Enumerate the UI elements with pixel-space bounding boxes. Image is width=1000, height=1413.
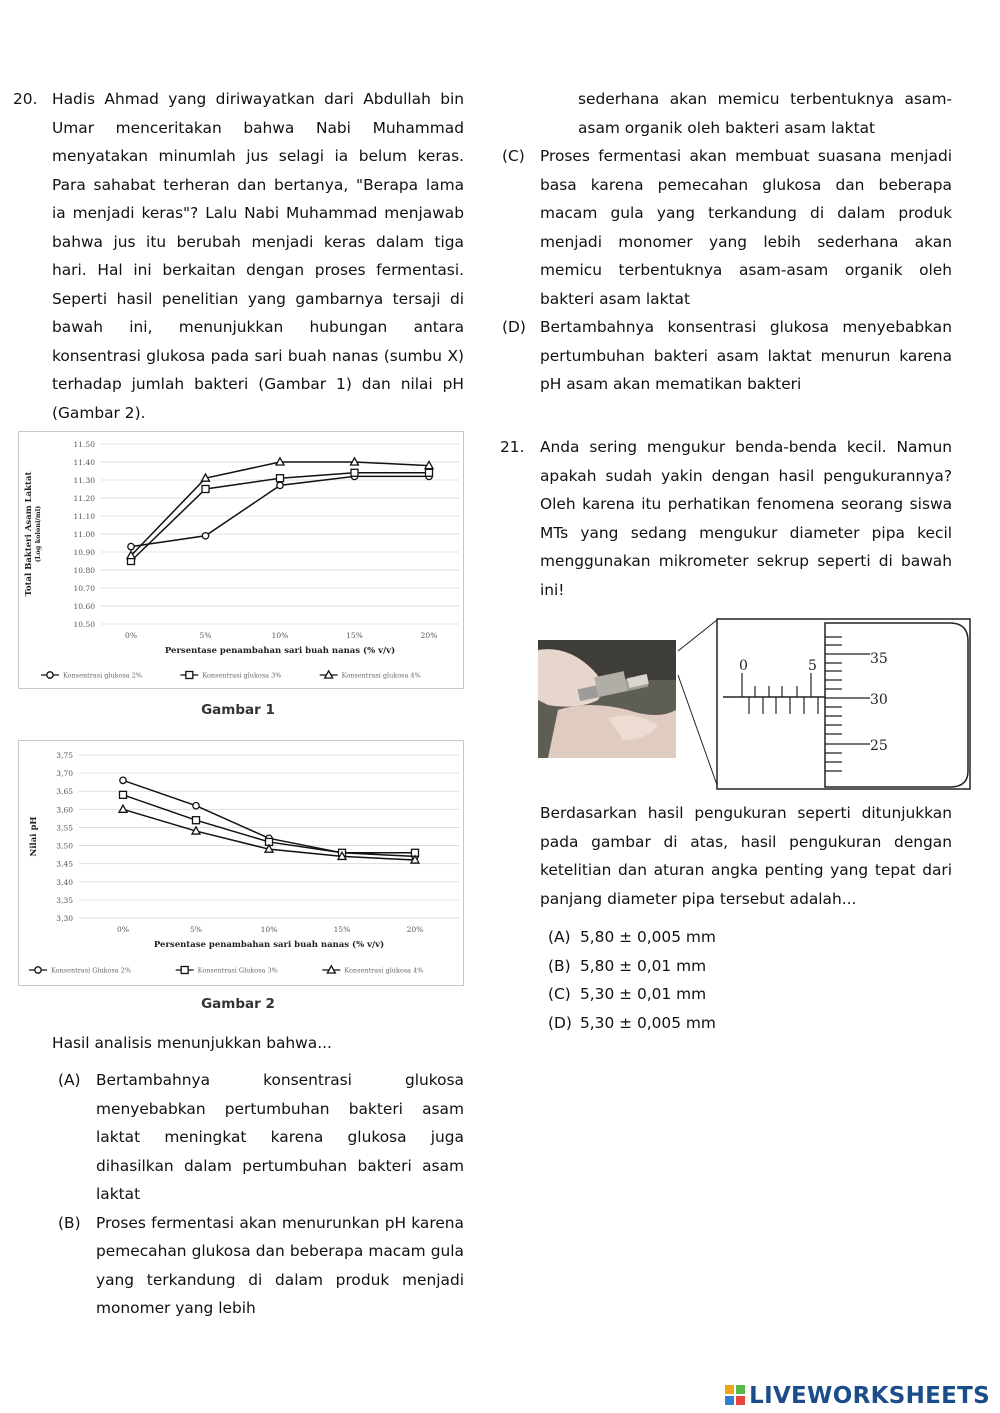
y-tick-label: 3,50: [56, 841, 73, 851]
option-label: (A): [58, 1071, 81, 1089]
data-point: [120, 777, 126, 783]
x-tick-label: 15%: [346, 631, 363, 640]
figure-1-caption: Gambar 1: [201, 702, 275, 718]
data-point: [120, 791, 127, 798]
x-tick-label: 10%: [271, 631, 289, 640]
figure-2-caption: Gambar 2: [201, 996, 275, 1012]
liveworksheets-icon: [725, 1385, 745, 1405]
question-21-followup: Berdasarkan hasil pengukuran seperti ditunjukkan pada gambar di atas, hasil pengukuran dengan ketelitian dan aturan angka penting yang tepat dari panjang diameter pipa tersebut adalah...: [540, 804, 952, 908]
q20-option-c[interactable]: [502, 142, 952, 313]
legend-label: Konsentrasi Glukosa 2%: [51, 966, 132, 975]
data-point: [193, 817, 200, 824]
legend-label: Konsentrasi glukosa 2%: [63, 671, 143, 680]
data-point: [128, 543, 134, 549]
question-21-number: 21.: [500, 438, 525, 456]
y-tick-label: 3,75: [56, 751, 73, 760]
q21-option-d[interactable]: [548, 1009, 716, 1038]
option-text: Bertambahnya konsentrasi glukosa menyebabkan pertumbuhan bakteri asam laktat meningkat karena glukosa juga dihasilkan dalam pertumbuhan bakteri asam laktat: [96, 1071, 464, 1203]
option-text: sederhana akan memicu terbentuknya asam-asam organik oleh bakteri asam laktat: [578, 90, 952, 137]
chart-1: [19, 432, 465, 690]
legend-label: Konsentrasi glukosa 3%: [202, 671, 282, 680]
y-tick-label: 10.90: [73, 548, 95, 557]
q20-option-b[interactable]: [58, 1209, 464, 1323]
y-tick-label: 3,55: [56, 823, 73, 833]
option-text: 5,80 ± 0,01 mm: [580, 956, 707, 975]
data-point: [277, 475, 284, 482]
x-tick-label: 5%: [190, 925, 202, 934]
chart-1-frame: [18, 431, 464, 689]
y-tick-label: 10.60: [73, 602, 95, 611]
legend-marker: [35, 967, 41, 973]
y-tick-label: 11.40: [73, 458, 95, 467]
x-axis-label: Persentase penambahan sari buah nanas (% v/v): [164, 646, 396, 656]
legend-marker: [186, 672, 193, 679]
x-tick-label: 0%: [125, 631, 137, 640]
data-point: [193, 803, 199, 809]
thimble-label-25: 25: [870, 738, 888, 754]
y-axis-label: Total Bakteri Asam Laktat: [24, 471, 34, 597]
legend-label: Konsentrasi glukosa 4%: [344, 966, 424, 975]
y-tick-label: 3,35: [56, 895, 73, 905]
y-tick-label: 10.70: [73, 584, 95, 593]
q20-option-a[interactable]: [58, 1066, 464, 1209]
legend-marker: [47, 672, 53, 678]
option-text: 5,30 ± 0,01 mm: [580, 985, 707, 1003]
x-tick-label: 15%: [333, 925, 351, 934]
option-text: Bertambahnya konsentrasi glukosa menyebabkan pertumbuhan bakteri asam laktat menurun karena pH asam akan mematikan bakteri: [540, 318, 952, 393]
liveworksheets-logo[interactable]: [725, 1383, 990, 1409]
main-scale-label-5: 5: [808, 658, 817, 674]
question-20-text: Hadis Ahmad yang diriwayatkan dari Abdullah bin Umar menceritakan bahwa Nabi Muhammad menyatakan minumlah jus selagi ia belum keras. Para sahabat terheran dan bertanya, "Berapa lama ia menjadi keras"? Lalu Nabi Muhammad menjawab bahwa jus itu berubah menjadi keras dalam tiga hari. Hal ini berkaitan dengan proses fermentasi. Seperti hasil penelitian yang gambarnya tersaji di bawah ini, menunjukkan hubungan antara konsentrasi glukosa pada sari buah nanas (sumbu X) terhadap jumlah bakteri (Gambar 1) dan nilai pH (Gambar 2).: [52, 90, 464, 422]
option-text: 5,30 ± 0,005 mm: [580, 1013, 716, 1032]
q20-option-b-continued[interactable]: [540, 85, 952, 142]
q21-option-b[interactable]: [548, 952, 716, 981]
y-tick-label: 3,60: [56, 805, 73, 815]
y-tick-label: 10.50: [73, 620, 95, 629]
y-tick-label: 11.20: [73, 494, 95, 503]
option-label: (B): [58, 1213, 81, 1232]
y-tick-label: 11.10: [73, 512, 95, 521]
data-point: [119, 805, 127, 812]
y-axis-label: Nilai pH: [29, 816, 39, 857]
option-text: Proses fermentasi akan menurunkan pH karena pemecahan glukosa dan beberapa macam gula yang terkandung di dalam produk menjadi monomer yang lebih: [96, 1213, 464, 1317]
y-axis-unit-label: (Log koloni/ml): [34, 505, 42, 563]
q20-options-left: [58, 1066, 464, 1323]
chart-2-frame: [18, 740, 464, 986]
x-tick-label: 20%: [406, 925, 424, 934]
q21-option-c[interactable]: [548, 980, 716, 1009]
q20-option-d[interactable]: [502, 313, 952, 399]
y-tick-label: 3,30: [56, 914, 73, 923]
legend-marker: [181, 967, 188, 974]
y-tick-label: 3,70: [56, 769, 73, 779]
x-tick-label: 20%: [420, 631, 438, 640]
micrometer-scale-diagram: [670, 615, 975, 795]
option-label: (D): [502, 318, 526, 336]
q21-options: [548, 923, 716, 1037]
option-label: (D): [548, 1013, 572, 1032]
y-tick-label: 3,40: [56, 877, 73, 887]
main-scale-label-0: 0: [739, 658, 748, 674]
y-tick-label: 11.50: [73, 440, 95, 449]
y-tick-label: 3,65: [56, 787, 73, 797]
y-tick-label: 11.00: [73, 530, 95, 539]
question-21-text: Anda sering mengukur benda-benda kecil. Namun apakah sudah yakin dengan hasil pengukurannya? Oleh karena itu perhatikan fenomena seorang siswa MTs yang sedang mengukur diameter pipa kecil menggunakan mikrometer sekrup seperti di bawah ini!: [540, 438, 952, 599]
y-tick-label: 10.80: [73, 566, 95, 575]
option-label: (C): [548, 985, 571, 1003]
legend-label: Konsentrasi glukosa 4%: [341, 671, 421, 680]
x-tick-label: 0%: [117, 925, 129, 934]
analysis-prompt: Hasil analisis menunjukkan bahwa...: [52, 1034, 332, 1052]
option-label: (A): [548, 928, 571, 946]
x-tick-label: 10%: [260, 925, 278, 934]
legend-label: Konsentrasi Glukosa 3%: [197, 966, 278, 975]
chart-2: [19, 741, 465, 987]
x-axis-label: Persentase penambahan sari buah nanas (% v/v): [153, 940, 385, 950]
data-point: [202, 486, 209, 493]
option-text: 5,80 ± 0,005 mm: [580, 928, 716, 946]
thimble-label-30: 30: [870, 692, 888, 708]
q21-option-a[interactable]: [548, 923, 716, 952]
data-point: [202, 533, 208, 539]
y-tick-label: 3,45: [56, 859, 73, 869]
q20-options-right: [502, 85, 952, 399]
brand-name: LIVEWORKSHEETS: [749, 1383, 990, 1409]
option-label: (C): [502, 147, 525, 165]
y-tick-label: 11.30: [73, 476, 95, 485]
thimble-label-35: 35: [870, 651, 888, 667]
data-point: [426, 469, 433, 476]
data-point: [351, 469, 358, 476]
option-label: (B): [548, 956, 571, 975]
micrometer-photo: [538, 640, 676, 758]
option-text: Proses fermentasi akan membuat suasana menjadi basa karena pemecahan glukosa dan beberapa macam gula yang terkandung di dalam produk menjadi monomer yang lebih sederhana akan memicu terbentuknya asam-asam organik oleh bakteri asam laktat: [540, 147, 952, 308]
data-point: [277, 482, 283, 488]
x-tick-label: 5%: [199, 631, 212, 640]
question-20-number: 20.: [13, 90, 38, 108]
